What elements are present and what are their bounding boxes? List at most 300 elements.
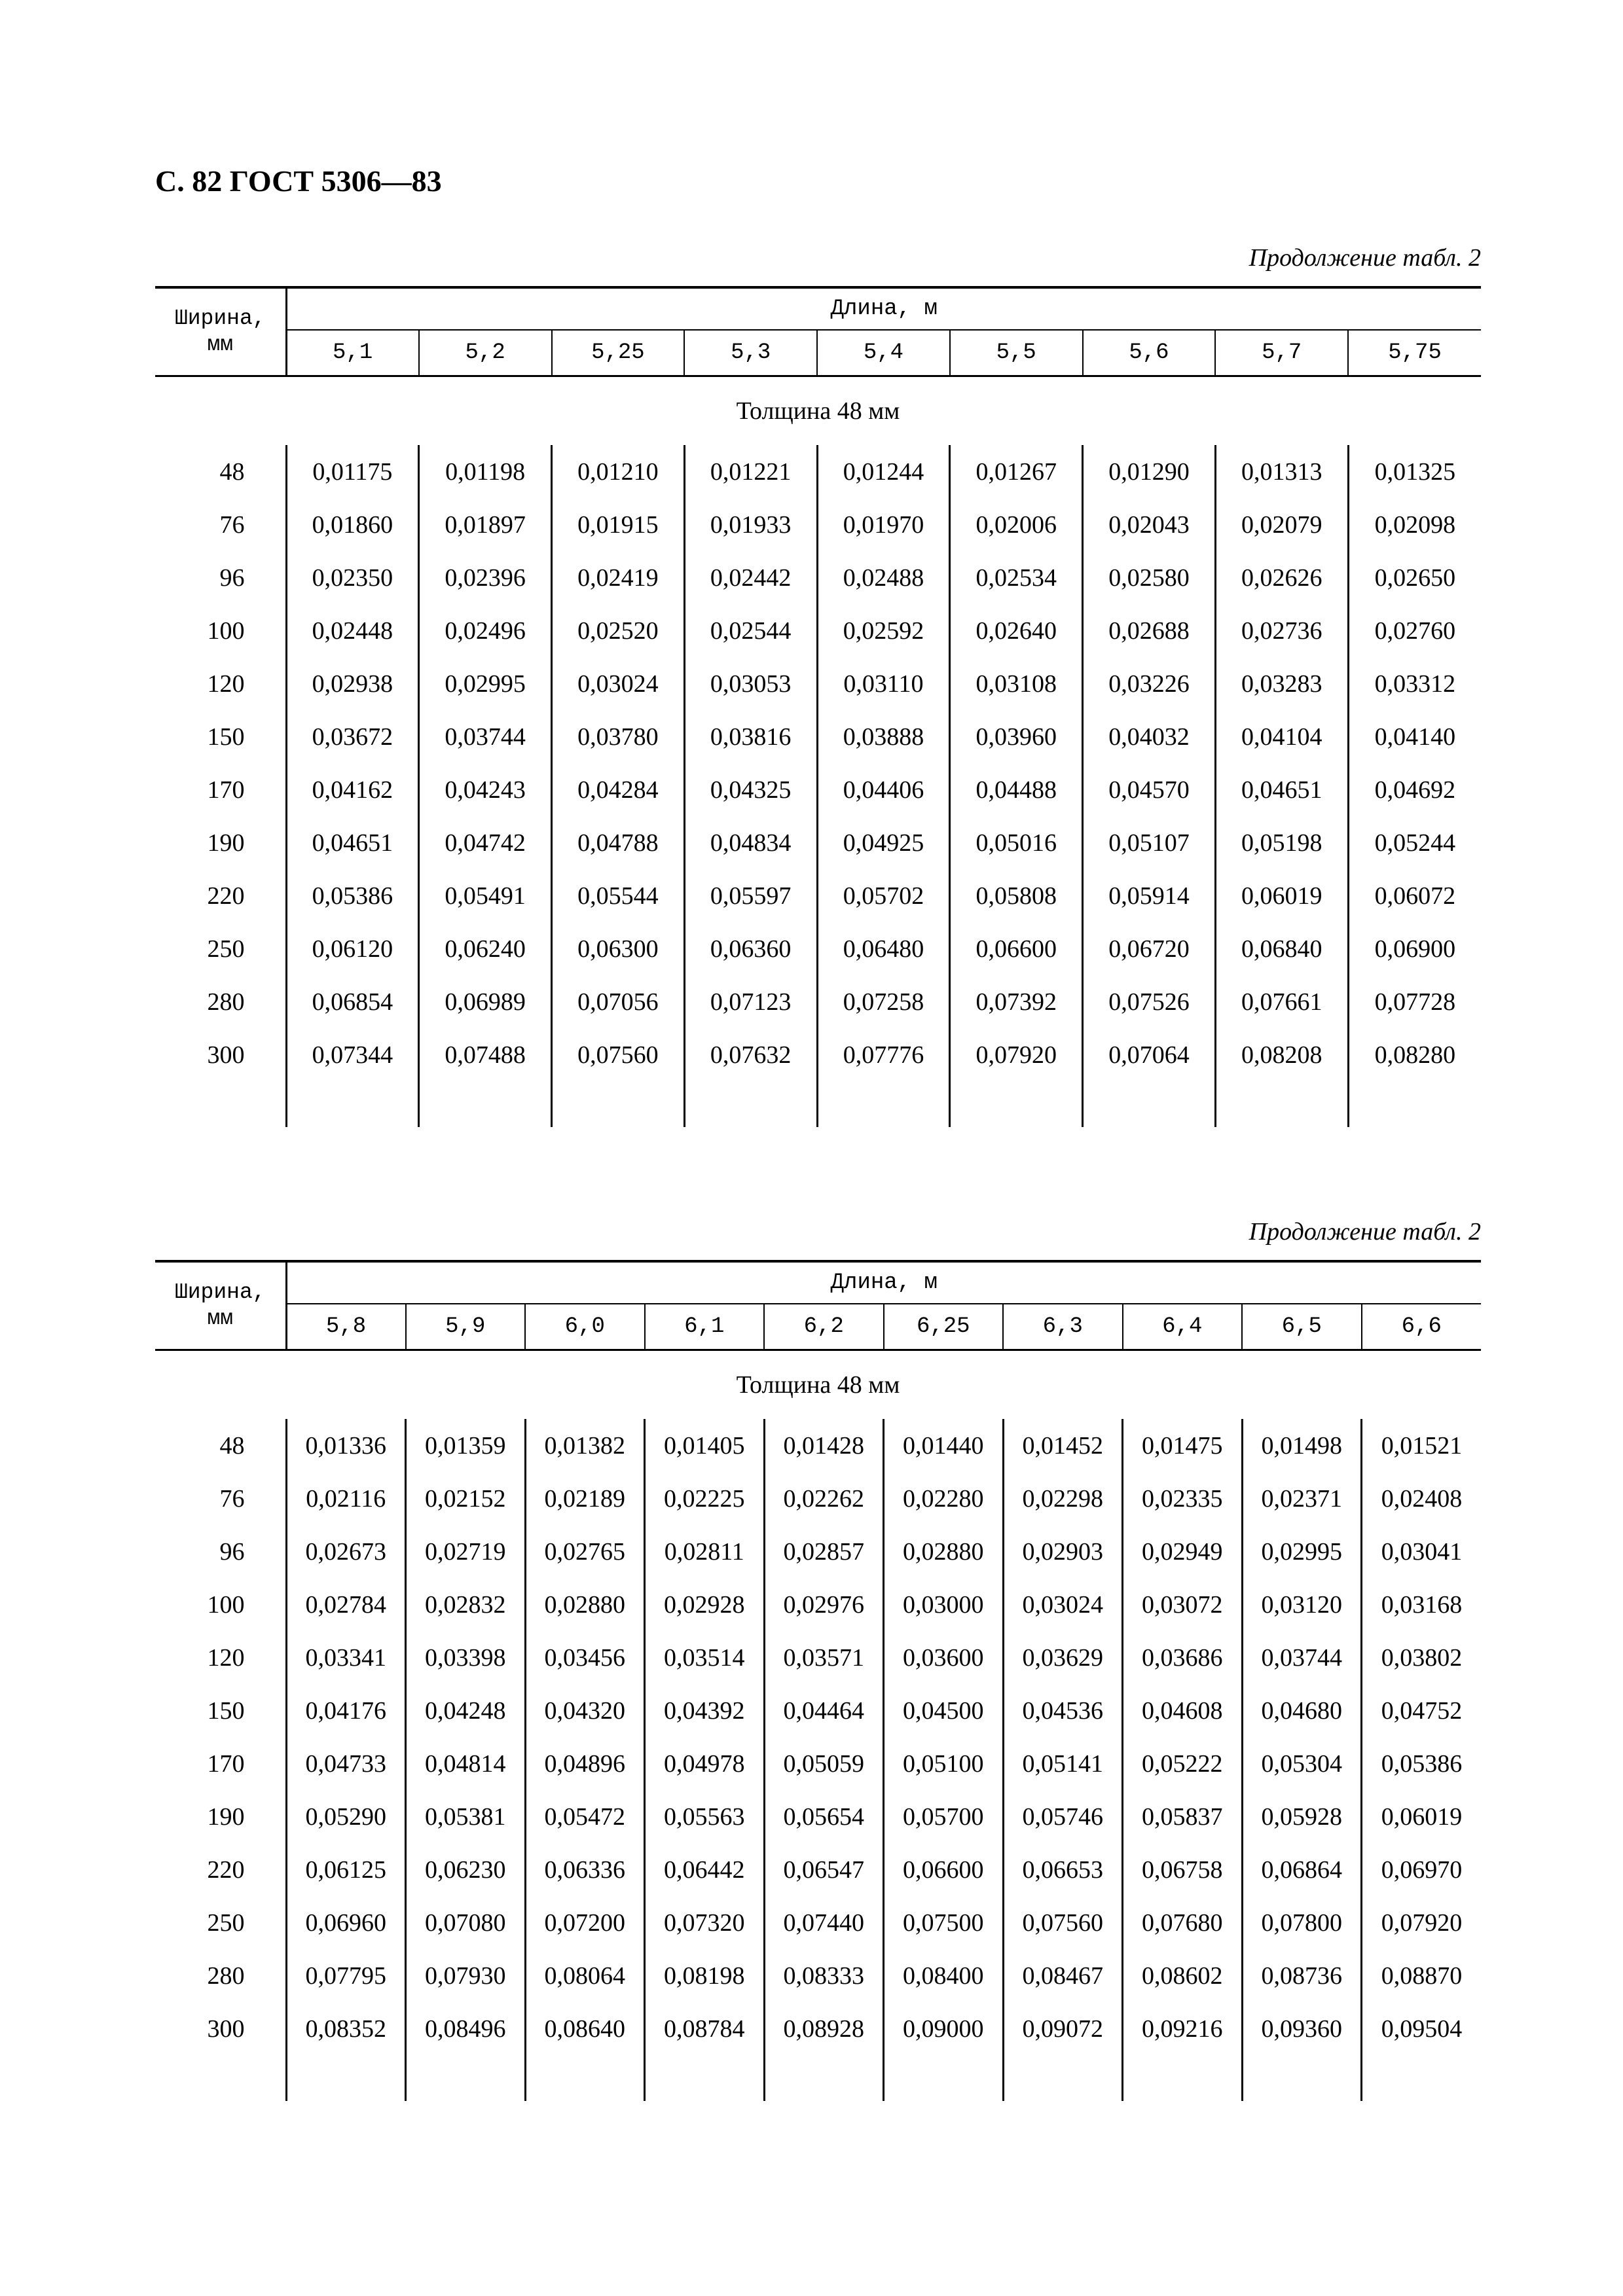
volume-cell: 0,05914 <box>1083 869 1216 922</box>
volume-cell: 0,05597 <box>684 869 817 922</box>
volume-cell: 0,02949 <box>1123 1525 1243 1578</box>
volume-cell: 0,08198 <box>645 1949 765 2002</box>
table-tail-cell <box>155 1081 286 1127</box>
volume-cell: 0,04500 <box>884 1684 1004 1737</box>
volume-cell: 0,06840 <box>1215 922 1348 975</box>
length-group-header: Длина, м <box>286 1261 1481 1304</box>
volume-cell: 0,06230 <box>406 1843 526 1896</box>
table-row <box>155 1684 1481 1737</box>
volume-cell: 0,05100 <box>884 1737 1004 1790</box>
volume-cell: 0,01359 <box>406 1419 526 1472</box>
width-cell: 48 <box>155 445 286 498</box>
volume-cell: 0,02225 <box>645 1472 765 1525</box>
volume-cell: 0,06720 <box>1083 922 1216 975</box>
volume-cell: 0,04032 <box>1083 710 1216 763</box>
table-tail-cell <box>419 1081 552 1127</box>
volume-cell: 0,07920 <box>1381 1909 1463 1937</box>
table-tail-cell <box>552 1081 685 1127</box>
length-column-header: 5,2 <box>419 330 552 376</box>
volume-cell: 0,07795 <box>286 1949 406 2002</box>
volume-cell: 0,04651 <box>1215 763 1348 816</box>
volume-cell: 0,04788 <box>552 816 685 869</box>
length-column-header: 5,1 <box>286 330 419 376</box>
volume-cell: 0,03744 <box>1242 1631 1362 1684</box>
table-tail-cell <box>286 2055 406 2101</box>
table-row <box>155 604 1481 657</box>
volume-cell: 0,04406 <box>817 763 950 816</box>
volume-cell: 0,02442 <box>684 551 817 604</box>
volume-cell: 0,03802 <box>1381 1643 1463 1672</box>
volume-cell: 0,01198 <box>419 445 552 498</box>
length-column-header: 5,6 <box>1083 330 1216 376</box>
volume-cell: 0,02280 <box>884 1472 1004 1525</box>
table-tail-cell <box>1123 2055 1243 2101</box>
volume-cell: 0,08496 <box>406 2002 526 2055</box>
width-cell: 120 <box>155 1631 286 1684</box>
volume-cell: 0,02152 <box>406 1472 526 1525</box>
width-cell: 300 <box>155 2002 286 2055</box>
page-header: С. 82 ГОСТ 5306—83 <box>155 164 442 198</box>
volume-cell: 0,07258 <box>817 975 950 1028</box>
volume-cell: 0,02650 <box>1374 564 1456 592</box>
width-cell: 170 <box>155 763 286 816</box>
volume-cell: 0,02298 <box>1003 1472 1123 1525</box>
table-row <box>155 710 1481 763</box>
volume-cell: 0,08208 <box>1215 1028 1348 1081</box>
continuation-label-2: Продолжение табл. 2 <box>1249 1218 1481 1246</box>
volume-cell: 0,02043 <box>1083 498 1216 551</box>
volume-cell: 0,09000 <box>884 2002 1004 2055</box>
volume-cell: 0,03024 <box>552 657 685 710</box>
volume-cell: 0,04284 <box>552 763 685 816</box>
volume-cell: 0,02976 <box>764 1578 884 1631</box>
volume-cell: 0,08928 <box>764 2002 884 2055</box>
length-column-header: 5,75 <box>1348 330 1481 376</box>
volume-cell: 0,08400 <box>884 1949 1004 2002</box>
length-column-header: 5,3 <box>684 330 817 376</box>
table-row <box>155 445 1481 498</box>
table-row <box>155 498 1481 551</box>
width-header-line: Ширина, <box>174 1280 266 1304</box>
volume-cell: 0,05381 <box>406 1790 526 1843</box>
volume-cell: 0,07123 <box>684 975 817 1028</box>
volume-cell: 0,06125 <box>286 1843 406 1896</box>
volume-cell: 0,02371 <box>1242 1472 1362 1525</box>
volume-cell: 0,05808 <box>950 869 1083 922</box>
volume-cell: 0,03571 <box>764 1631 884 1684</box>
width-cell: 76 <box>155 498 286 551</box>
volume-cell: 0,07526 <box>1083 975 1216 1028</box>
volume-cell: 0,04742 <box>419 816 552 869</box>
volume-cell: 0,03600 <box>884 1631 1004 1684</box>
volume-cell: 0,05016 <box>950 816 1083 869</box>
volume-cell: 0,04464 <box>764 1684 884 1737</box>
length-column-header: 6,25 <box>884 1304 1004 1350</box>
volume-cell: 0,01452 <box>1003 1419 1123 1472</box>
volume-cell: 0,02079 <box>1215 498 1348 551</box>
volume-cell: 0,07800 <box>1242 1896 1362 1949</box>
volume-cell: 0,04692 <box>1374 776 1456 804</box>
volume-cell: 0,06480 <box>817 922 950 975</box>
data-table <box>155 286 1481 1127</box>
width-cell: 48 <box>155 1419 286 1472</box>
volume-cell: 0,07776 <box>817 1028 950 1081</box>
volume-cell: 0,07680 <box>1123 1896 1243 1949</box>
table-row <box>155 1472 1481 1525</box>
volume-cell: 0,04896 <box>525 1737 645 1790</box>
volume-cell: 0,07500 <box>884 1896 1004 1949</box>
volume-cell: 0,02448 <box>286 604 419 657</box>
volume-cell: 0,03110 <box>817 657 950 710</box>
volume-cell: 0,04320 <box>525 1684 645 1737</box>
table-row <box>155 657 1481 710</box>
volume-cell: 0,05244 <box>1374 829 1456 857</box>
volume-cell: 0,02784 <box>286 1578 406 1631</box>
volume-cell: 0,09072 <box>1003 2002 1123 2055</box>
width-cell: 190 <box>155 1790 286 1843</box>
table-tail-cell <box>155 2055 286 2101</box>
table-row <box>155 1578 1481 1631</box>
volume-cell: 0,01244 <box>817 445 950 498</box>
volume-cell: 0,03283 <box>1215 657 1348 710</box>
thickness-label: Толщина 48 мм <box>736 1371 900 1399</box>
volume-cell: 0,01313 <box>1215 445 1348 498</box>
volume-cell: 0,08352 <box>286 2002 406 2055</box>
volume-cell: 0,02189 <box>525 1472 645 1525</box>
table-tail-cell <box>1348 1081 1481 1127</box>
volume-cell: 0,03514 <box>645 1631 765 1684</box>
volume-table-1 <box>155 286 1481 1127</box>
volume-cell: 0,02592 <box>817 604 950 657</box>
width-cell: 280 <box>155 975 286 1028</box>
volume-cell: 0,04814 <box>406 1737 526 1790</box>
volume-cell: 0,06758 <box>1123 1843 1243 1896</box>
volume-cell: 0,02832 <box>406 1578 526 1631</box>
width-cell: 100 <box>155 604 286 657</box>
table-row <box>155 1028 1481 1081</box>
volume-cell: 0,02880 <box>884 1525 1004 1578</box>
length-column-header: 6,0 <box>525 1304 645 1350</box>
volume-cell: 0,02857 <box>764 1525 884 1578</box>
volume-cell: 0,02408 <box>1381 1484 1463 1513</box>
volume-cell: 0,03672 <box>286 710 419 763</box>
table-row <box>155 1896 1481 1949</box>
volume-cell: 0,02520 <box>552 604 685 657</box>
volume-cell: 0,04104 <box>1215 710 1348 763</box>
table-tail-cell <box>1362 2055 1482 2101</box>
width-column-header <box>155 1261 286 1350</box>
width-header-line: Ширина, <box>174 306 266 331</box>
volume-cell: 0,07320 <box>645 1896 765 1949</box>
volume-cell: 0,01336 <box>286 1419 406 1472</box>
volume-cell: 0,04243 <box>419 763 552 816</box>
volume-cell: 0,01475 <box>1123 1419 1243 1472</box>
volume-cell: 0,04978 <box>645 1737 765 1790</box>
volume-cell: 0,05700 <box>884 1790 1004 1843</box>
table-row <box>155 1737 1481 1790</box>
volume-cell: 0,06120 <box>286 922 419 975</box>
table-tail-cell <box>684 1081 817 1127</box>
volume-cell: 0,02419 <box>552 551 685 604</box>
volume-cell: 0,04608 <box>1123 1684 1243 1737</box>
volume-cell: 0,06019 <box>1215 869 1348 922</box>
volume-cell: 0,05654 <box>764 1790 884 1843</box>
width-cell: 76 <box>155 1472 286 1525</box>
table-tail-cell <box>286 1081 419 1127</box>
volume-cell: 0,08640 <box>525 2002 645 2055</box>
width-cell: 150 <box>155 710 286 763</box>
length-column-header: 6,4 <box>1123 1304 1243 1350</box>
volume-cell: 0,03041 <box>1381 1537 1463 1566</box>
volume-cell: 0,01440 <box>884 1419 1004 1472</box>
volume-cell: 0,02496 <box>419 604 552 657</box>
volume-cell: 0,05563 <box>645 1790 765 1843</box>
volume-cell: 0,01210 <box>552 445 685 498</box>
length-column-header: 6,2 <box>764 1304 884 1350</box>
length-column-header: 5,9 <box>406 1304 526 1350</box>
volume-cell: 0,02880 <box>525 1578 645 1631</box>
volume-cell: 0,04325 <box>684 763 817 816</box>
volume-cell: 0,01498 <box>1242 1419 1362 1472</box>
volume-cell: 0,02488 <box>817 551 950 604</box>
volume-cell: 0,02760 <box>1374 617 1456 645</box>
table-row <box>155 1525 1481 1578</box>
volume-cell: 0,09504 <box>1381 2015 1463 2043</box>
volume-cell: 0,02350 <box>286 551 419 604</box>
volume-cell: 0,02262 <box>764 1472 884 1525</box>
volume-cell: 0,05141 <box>1003 1737 1123 1790</box>
table-tail-cell <box>645 2055 765 2101</box>
volume-cell: 0,02995 <box>419 657 552 710</box>
volume-cell: 0,03780 <box>552 710 685 763</box>
volume-cell: 0,05837 <box>1123 1790 1243 1843</box>
volume-cell: 0,01428 <box>764 1419 884 1472</box>
volume-cell: 0,02006 <box>950 498 1083 551</box>
volume-cell: 0,07560 <box>1003 1896 1123 1949</box>
volume-cell: 0,04651 <box>286 816 419 869</box>
volume-cell: 0,05107 <box>1083 816 1216 869</box>
volume-cell: 0,07930 <box>406 1949 526 2002</box>
volume-cell: 0,02938 <box>286 657 419 710</box>
volume-cell: 0,07920 <box>950 1028 1083 1081</box>
volume-table-2 <box>155 1260 1481 2101</box>
length-column-header: 5,25 <box>552 330 685 376</box>
volume-cell: 0,03024 <box>1003 1578 1123 1631</box>
volume-cell: 0,08333 <box>764 1949 884 2002</box>
volume-cell: 0,03398 <box>406 1631 526 1684</box>
table-tail-cell <box>1003 2055 1123 2101</box>
volume-cell: 0,05702 <box>817 869 950 922</box>
volume-cell: 0,04752 <box>1381 1696 1463 1725</box>
volume-cell: 0,01221 <box>684 445 817 498</box>
width-cell: 170 <box>155 1737 286 1790</box>
volume-cell: 0,06864 <box>1242 1843 1362 1896</box>
table-tail-cell <box>764 2055 884 2101</box>
volume-cell: 0,07056 <box>552 975 685 1028</box>
width-cell: 220 <box>155 1843 286 1896</box>
width-header-line: мм <box>207 1306 234 1331</box>
volume-cell: 0,06600 <box>884 1843 1004 1896</box>
table-tail-cell <box>1215 1081 1348 1127</box>
volume-cell: 0,06240 <box>419 922 552 975</box>
volume-cell: 0,05290 <box>286 1790 406 1843</box>
volume-cell: 0,03456 <box>525 1631 645 1684</box>
width-header-line: мм <box>207 332 234 357</box>
volume-cell: 0,01897 <box>419 498 552 551</box>
volume-cell: 0,06600 <box>950 922 1083 975</box>
volume-cell: 0,07080 <box>406 1896 526 1949</box>
volume-cell: 0,02098 <box>1374 511 1456 539</box>
volume-cell: 0,02626 <box>1215 551 1348 604</box>
volume-cell: 0,01860 <box>286 498 419 551</box>
volume-cell: 0,04392 <box>645 1684 765 1737</box>
volume-cell: 0,07560 <box>552 1028 685 1081</box>
width-cell: 250 <box>155 1896 286 1949</box>
length-column-header: 5,4 <box>817 330 950 376</box>
volume-cell: 0,02719 <box>406 1525 526 1578</box>
volume-cell: 0,07632 <box>684 1028 817 1081</box>
volume-cell: 0,06653 <box>1003 1843 1123 1896</box>
volume-cell: 0,06989 <box>419 975 552 1028</box>
table-row <box>155 1949 1481 2002</box>
width-cell: 96 <box>155 551 286 604</box>
volume-cell: 0,04570 <box>1083 763 1216 816</box>
volume-cell: 0,03226 <box>1083 657 1216 710</box>
table-tail-cell <box>406 2055 526 2101</box>
volume-cell: 0,08602 <box>1123 1949 1243 2002</box>
volume-cell: 0,05544 <box>552 869 685 922</box>
width-cell: 220 <box>155 869 286 922</box>
volume-cell: 0,07728 <box>1374 988 1456 1016</box>
length-column-header: 6,3 <box>1003 1304 1123 1350</box>
volume-cell: 0,06960 <box>286 1896 406 1949</box>
volume-cell: 0,03960 <box>950 710 1083 763</box>
volume-cell: 0,06900 <box>1374 935 1456 963</box>
length-column-header: 5,7 <box>1215 330 1348 376</box>
table-row <box>155 922 1481 975</box>
thickness-label: Толщина 48 мм <box>736 397 900 425</box>
volume-cell: 0,03312 <box>1374 670 1456 698</box>
length-group-header: Длина, м <box>286 287 1481 330</box>
volume-cell: 0,09360 <box>1242 2002 1362 2055</box>
volume-cell: 0,01521 <box>1381 1431 1463 1460</box>
volume-cell: 0,02640 <box>950 604 1083 657</box>
width-cell: 300 <box>155 1028 286 1081</box>
volume-cell: 0,02116 <box>286 1472 406 1525</box>
length-column-header: 5,8 <box>286 1304 406 1350</box>
width-cell: 250 <box>155 922 286 975</box>
table-tail-cell <box>525 2055 645 2101</box>
width-cell: 120 <box>155 657 286 710</box>
volume-cell: 0,01175 <box>286 445 419 498</box>
volume-cell: 0,02396 <box>419 551 552 604</box>
table-row <box>155 551 1481 604</box>
volume-cell: 0,02736 <box>1215 604 1348 657</box>
table-row <box>155 816 1481 869</box>
volume-cell: 0,07392 <box>950 975 1083 1028</box>
volume-cell: 0,03108 <box>950 657 1083 710</box>
volume-cell: 0,04162 <box>286 763 419 816</box>
volume-cell: 0,05059 <box>764 1737 884 1790</box>
volume-cell: 0,02928 <box>645 1578 765 1631</box>
table-tail-cell <box>884 2055 1004 2101</box>
volume-cell: 0,07064 <box>1083 1028 1216 1081</box>
volume-cell: 0,05386 <box>286 869 419 922</box>
volume-cell: 0,01267 <box>950 445 1083 498</box>
volume-cell: 0,05491 <box>419 869 552 922</box>
table-tail-cell <box>817 1081 950 1127</box>
volume-cell: 0,02903 <box>1003 1525 1123 1578</box>
volume-cell: 0,08467 <box>1003 1949 1123 2002</box>
volume-cell: 0,03053 <box>684 657 817 710</box>
width-cell: 150 <box>155 1684 286 1737</box>
volume-cell: 0,05746 <box>1003 1790 1123 1843</box>
volume-cell: 0,03000 <box>884 1578 1004 1631</box>
volume-cell: 0,03072 <box>1123 1578 1243 1631</box>
table-row <box>155 975 1481 1028</box>
volume-cell: 0,07200 <box>525 1896 645 1949</box>
table-row <box>155 1843 1481 1896</box>
volume-cell: 0,08064 <box>525 1949 645 2002</box>
table-row <box>155 2002 1481 2055</box>
width-cell: 100 <box>155 1578 286 1631</box>
volume-cell: 0,01915 <box>552 498 685 551</box>
volume-cell: 0,01382 <box>525 1419 645 1472</box>
table-row <box>155 1790 1481 1843</box>
volume-cell: 0,08280 <box>1374 1041 1456 1069</box>
volume-cell: 0,03744 <box>419 710 552 763</box>
volume-cell: 0,08784 <box>645 2002 765 2055</box>
volume-cell: 0,01933 <box>684 498 817 551</box>
volume-cell: 0,05386 <box>1381 1749 1463 1778</box>
width-cell: 96 <box>155 1525 286 1578</box>
volume-cell: 0,04536 <box>1003 1684 1123 1737</box>
volume-cell: 0,06854 <box>286 975 419 1028</box>
volume-cell: 0,05304 <box>1242 1737 1362 1790</box>
volume-cell: 0,04488 <box>950 763 1083 816</box>
width-column-header <box>155 287 286 376</box>
volume-cell: 0,05198 <box>1215 816 1348 869</box>
volume-cell: 0,04834 <box>684 816 817 869</box>
volume-cell: 0,06360 <box>684 922 817 975</box>
volume-cell: 0,03686 <box>1123 1631 1243 1684</box>
volume-cell: 0,04248 <box>406 1684 526 1737</box>
width-cell: 280 <box>155 1949 286 2002</box>
volume-cell: 0,06072 <box>1374 882 1456 910</box>
volume-cell: 0,05472 <box>525 1790 645 1843</box>
volume-cell: 0,06019 <box>1381 1803 1463 1831</box>
volume-cell: 0,02995 <box>1242 1525 1362 1578</box>
volume-cell: 0,02534 <box>950 551 1083 604</box>
length-column-header: 5,5 <box>950 330 1083 376</box>
volume-cell: 0,04176 <box>286 1684 406 1737</box>
table-tail-cell <box>950 1081 1083 1127</box>
volume-cell: 0,04140 <box>1374 723 1456 751</box>
volume-cell: 0,02544 <box>684 604 817 657</box>
volume-cell: 0,05928 <box>1242 1790 1362 1843</box>
volume-cell: 0,02335 <box>1123 1472 1243 1525</box>
volume-cell: 0,07488 <box>419 1028 552 1081</box>
continuation-label-1: Продолжение табл. 2 <box>1249 244 1481 272</box>
volume-cell: 0,03168 <box>1381 1590 1463 1619</box>
table-tail-cell <box>1083 1081 1216 1127</box>
table-row <box>155 763 1481 816</box>
volume-cell: 0,02673 <box>286 1525 406 1578</box>
volume-cell: 0,04680 <box>1242 1684 1362 1737</box>
volume-cell: 0,05222 <box>1123 1737 1243 1790</box>
volume-cell: 0,06442 <box>645 1843 765 1896</box>
volume-cell: 0,03816 <box>684 710 817 763</box>
